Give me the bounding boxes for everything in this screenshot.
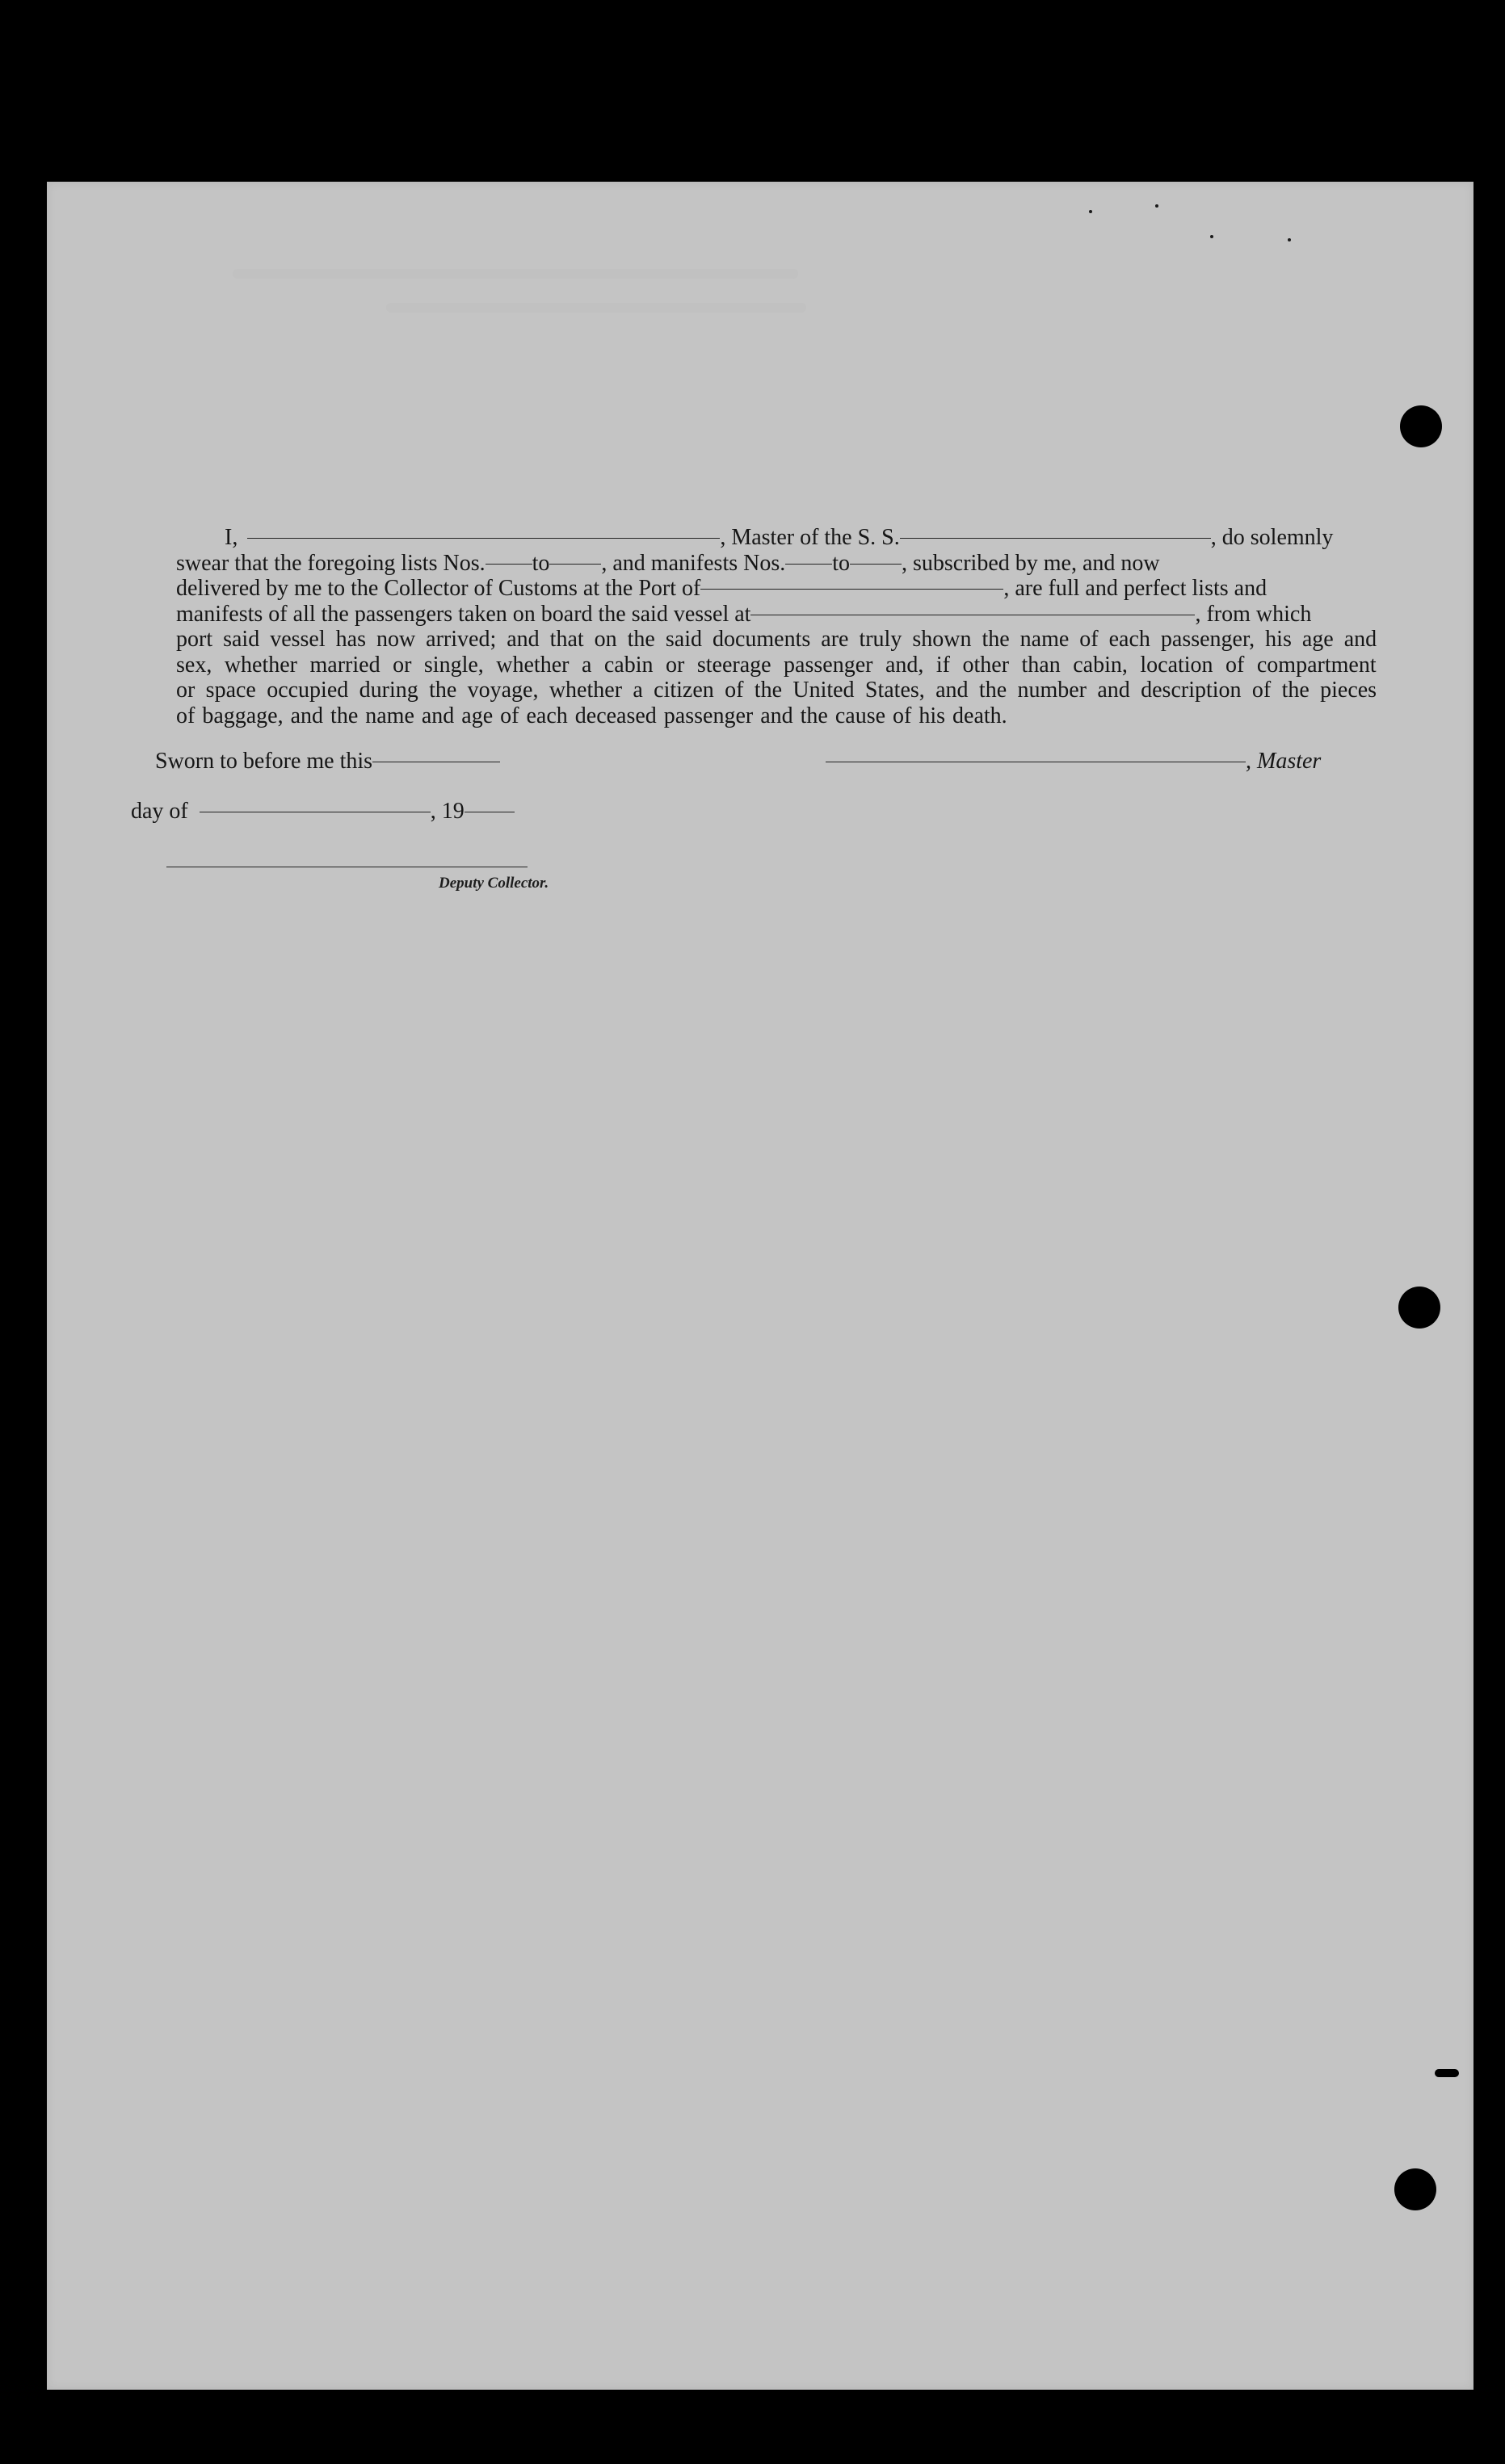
- scan-mark: [1435, 2069, 1459, 2077]
- oath-line-6: [176, 653, 1377, 678]
- master-of-ship-text: , Master of the S. S.: [720, 525, 900, 550]
- manifests-passengers-text: manifests of all the passengers taken on board the said vessel at: [176, 601, 751, 627]
- do-solemnly-text: , do solemnly: [1210, 525, 1334, 550]
- oath-text-line-6: sex, whether married or single, whether a cabin or steerage passenger and, if other than cabin, location of compartment: [176, 652, 1377, 678]
- scan-speck: [1288, 238, 1291, 241]
- master-signature-label: , Master: [1246, 749, 1322, 774]
- binder-hole-bottom: [1394, 2168, 1436, 2210]
- lists-to-text: to: [532, 550, 550, 576]
- oath-line-5: [176, 627, 1377, 653]
- oath-pronoun: I,: [225, 525, 238, 550]
- manifests-nos-text: , and manifests Nos.: [601, 550, 786, 576]
- manifests-to-blank: [850, 564, 902, 565]
- year-prefix-text: , 19: [430, 799, 465, 824]
- scan-speck: [1155, 204, 1158, 208]
- delivered-text: delivered by me to the Collector of Customs at the Port of: [176, 576, 701, 601]
- oath-line-3: [176, 576, 1377, 602]
- deputy-collector-label: Deputy Collector.: [439, 875, 549, 892]
- scan-speck: [1089, 210, 1092, 213]
- subscribed-text: , subscribed by me, and now: [902, 550, 1160, 576]
- oath-text-line-5: port said vessel has now arrived; and that on the said documents are truly shown the name of each passenger, his age and: [176, 627, 1377, 652]
- oath-line-8: [176, 703, 1377, 729]
- oath-line-1: [176, 525, 1377, 551]
- oath-line-2: [176, 551, 1377, 577]
- sworn-line: [155, 749, 500, 774]
- oath-line-7: [176, 678, 1377, 703]
- ship-name-blank: [900, 538, 1211, 539]
- bleed-through-text: [386, 303, 806, 313]
- master-name-blank: [247, 538, 720, 539]
- oath-text-line-7: or space occupied during the voyage, whether a citizen of the United States, and the number and description of the pieces: [176, 678, 1377, 703]
- manifests-from-blank: [785, 564, 832, 565]
- oath-text-line-8: of baggage, and the name and age of each deceased passenger and the cause of his death.: [176, 703, 1007, 728]
- day-of-line: [131, 799, 515, 825]
- master-oath-paragraph: [176, 525, 1377, 728]
- document-page: [47, 182, 1473, 2390]
- sworn-text: Sworn to before me this: [155, 749, 373, 774]
- day-of-text: day of: [131, 799, 188, 824]
- manifests-to-text: to: [832, 550, 851, 576]
- full-lists-text: , are full and perfect lists and: [1003, 576, 1267, 601]
- bleed-through-text: [233, 269, 798, 279]
- oath-line-4: [176, 602, 1377, 628]
- binder-hole-top: [1400, 405, 1442, 447]
- lists-to-blank: [549, 564, 601, 565]
- from-which-text: , from which: [1195, 601, 1312, 627]
- binder-hole-middle: [1398, 1287, 1440, 1329]
- scan-speck: [1210, 235, 1213, 238]
- port-blank: [700, 589, 1003, 590]
- master-signature-line: [826, 749, 1321, 774]
- lists-from-blank: [486, 564, 532, 565]
- swear-text: swear that the foregoing lists Nos.: [176, 550, 486, 576]
